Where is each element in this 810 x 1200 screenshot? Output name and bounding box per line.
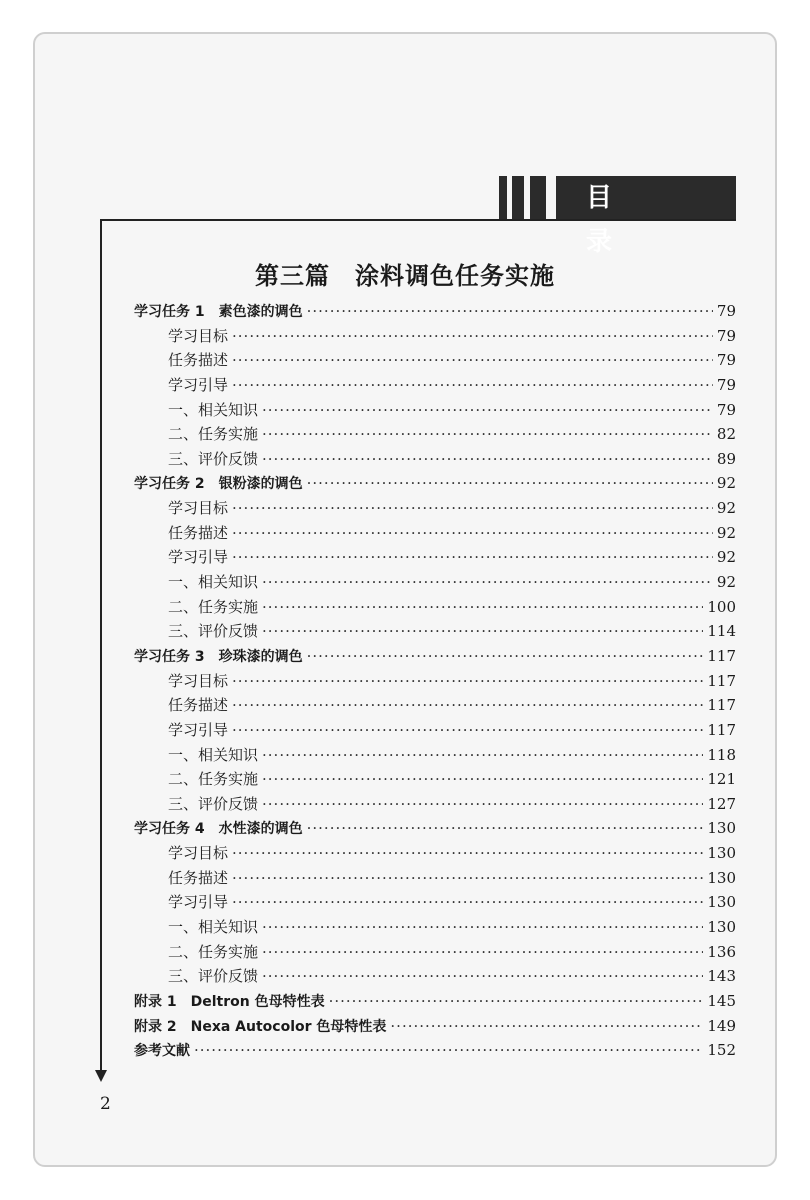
toc-entry[interactable] <box>134 398 736 423</box>
toc-entry[interactable] <box>134 1014 736 1039</box>
toc-leader-dots <box>262 767 703 792</box>
frame-top-line <box>100 219 736 221</box>
toc-entry-label: 学习任务 4 水性漆的调色 <box>134 821 303 838</box>
toc-entry-page: 127 <box>707 794 736 813</box>
toc-leader-dots <box>390 1014 703 1039</box>
toc-entry[interactable] <box>134 964 736 989</box>
toc-entry[interactable] <box>134 447 736 472</box>
toc-entry-label: 一、相关知识 <box>168 400 259 419</box>
toc-leader-dots <box>262 398 713 423</box>
toc-entry-label: 学习目标 <box>168 844 229 863</box>
toc-entry-page: 130 <box>707 893 736 912</box>
toc-entry-page: 79 <box>716 400 736 419</box>
toc-entry-page: 82 <box>716 425 736 444</box>
toc-entry-label: 二、任务实施 <box>168 425 259 444</box>
toc-entry[interactable] <box>134 348 736 373</box>
toc-entry-label: 参考文献 <box>134 1043 190 1060</box>
toc-entry-label: 二、任务实施 <box>168 770 259 789</box>
toc-entry-page: 117 <box>707 696 736 715</box>
toc-entry-label: 学习引导 <box>168 720 229 739</box>
toc-entry[interactable] <box>134 792 736 817</box>
toc-entry[interactable] <box>134 816 736 841</box>
toc-leader-dots <box>232 669 703 694</box>
toc-leader-dots <box>262 570 713 595</box>
toc-entry-label: 附录 1 Deltron 色母特性表 <box>134 993 325 1010</box>
toc-entry-page: 92 <box>716 548 736 567</box>
toc-entry[interactable] <box>134 570 736 595</box>
toc-entry[interactable] <box>134 767 736 792</box>
toc-entry-page: 92 <box>716 474 736 493</box>
toc-entry-page: 92 <box>716 499 736 518</box>
toc-entry[interactable] <box>134 595 736 620</box>
toc-leader-dots <box>262 792 703 817</box>
toc-entry-page: 92 <box>716 573 736 592</box>
toc-leader-dots <box>262 422 713 447</box>
toc-list <box>134 299 736 1063</box>
toc-entry-page: 152 <box>707 1041 736 1060</box>
toc-entry-page: 117 <box>707 646 736 665</box>
toc-leader-dots <box>194 1038 703 1063</box>
toc-entry-label: 三、评价反馈 <box>168 622 259 641</box>
toc-entry-label: 一、相关知识 <box>168 573 259 592</box>
toc-entry-label: 任务描述 <box>168 696 229 715</box>
toc-leader-dots <box>232 324 713 349</box>
toc-entry-label: 三、评价反馈 <box>168 449 259 468</box>
toc-entry[interactable] <box>134 989 736 1014</box>
toc-entry-page: 143 <box>707 967 736 986</box>
toc-leader-dots <box>232 693 703 718</box>
toc-leader-dots <box>262 743 703 768</box>
toc-heading: 目 录 <box>556 176 736 220</box>
toc-entry[interactable] <box>134 743 736 768</box>
toc-leader-dots <box>307 816 704 841</box>
toc-leader-dots <box>262 447 713 472</box>
toc-entry-page: 114 <box>707 622 736 641</box>
toc-entry-label: 学习目标 <box>168 499 229 518</box>
toc-entry-label: 学习任务 2 银粉漆的调色 <box>134 476 303 493</box>
toc-entry[interactable] <box>134 496 736 521</box>
toc-leader-dots <box>307 299 713 324</box>
toc-leader-dots <box>262 964 703 989</box>
toc-entry-page: 136 <box>707 942 736 961</box>
toc-entry-label: 学习任务 3 珍珠漆的调色 <box>134 648 303 665</box>
toc-entry[interactable] <box>134 1038 736 1063</box>
toc-leader-dots <box>307 471 713 496</box>
toc-entry-page: 89 <box>716 449 736 468</box>
toc-entry-label: 二、任务实施 <box>168 942 259 961</box>
toc-entry-label: 学习目标 <box>168 326 229 345</box>
toc-entry-label: 任务描述 <box>168 523 229 542</box>
toc-entry[interactable] <box>134 669 736 694</box>
toc-entry-label: 学习任务 1 素色漆的调色 <box>134 304 303 320</box>
toc-entry-page: 130 <box>707 868 736 887</box>
toc-entry-page: 92 <box>716 523 736 542</box>
frame-left-line <box>100 221 102 1072</box>
toc-leader-dots <box>329 989 704 1014</box>
toc-leader-dots <box>232 373 713 398</box>
toc-entry-label: 学习引导 <box>168 375 229 394</box>
toc-entry[interactable] <box>134 299 736 324</box>
toc-entry-page: 117 <box>707 720 736 739</box>
toc-entry[interactable] <box>134 915 736 940</box>
toc-leader-dots <box>262 915 703 940</box>
toc-entry[interactable] <box>134 841 736 866</box>
section-title: 第三篇 涂料调色任务实施 <box>255 261 555 290</box>
toc-entry[interactable] <box>134 521 736 546</box>
toc-entry-page: 79 <box>716 326 736 345</box>
toc-entry[interactable] <box>134 619 736 644</box>
toc-entry-page: 130 <box>707 844 736 863</box>
toc-entry[interactable] <box>134 940 736 965</box>
toc-leader-dots <box>232 718 703 743</box>
toc-entry-page: 121 <box>707 770 736 789</box>
page-number: 2 <box>100 1094 111 1114</box>
toc-entry[interactable] <box>134 644 736 669</box>
toc-leader-dots <box>262 595 703 620</box>
toc-leader-dots <box>262 619 703 644</box>
toc-entry-label: 学习目标 <box>168 671 229 690</box>
toc-entry-label: 三、评价反馈 <box>168 794 259 813</box>
toc-entry-label: 任务描述 <box>168 868 229 887</box>
toc-entry-page: 149 <box>707 1016 736 1035</box>
toc-leader-dots <box>232 890 703 915</box>
toc-entry-label: 一、相关知识 <box>168 745 259 764</box>
toc-entry-label: 一、相关知识 <box>168 918 259 937</box>
toc-entry-page: 79 <box>716 302 736 320</box>
toc-entry[interactable] <box>134 422 736 447</box>
toc-entry-page: 79 <box>716 375 736 394</box>
toc-entry-page: 130 <box>707 819 736 838</box>
toc-leader-dots <box>262 940 703 965</box>
toc-leader-dots <box>232 521 713 546</box>
toc-leader-dots <box>232 545 713 570</box>
toc-entry[interactable] <box>134 693 736 718</box>
toc-entry-page: 130 <box>707 918 736 937</box>
toc-entry-page: 118 <box>707 745 736 764</box>
toc-leader-dots <box>232 496 713 521</box>
toc-entry-page: 100 <box>707 597 736 616</box>
toc-entry-page: 145 <box>707 991 736 1010</box>
toc-entry-label: 学习引导 <box>168 893 229 912</box>
toc-entry-page: 117 <box>707 671 736 690</box>
toc-leader-dots <box>307 644 704 669</box>
toc-entry-page: 79 <box>716 351 736 370</box>
toc-entry-label: 附录 2 Nexa Autocolor 色母特性表 <box>134 1018 387 1035</box>
toc-leader-dots <box>232 348 713 373</box>
toc-entry[interactable] <box>134 866 736 891</box>
toc-entry-label: 任务描述 <box>168 351 229 370</box>
toc-entry[interactable] <box>134 471 736 496</box>
toc-leader-dots <box>232 841 703 866</box>
toc-entry[interactable] <box>134 373 736 398</box>
toc-entry[interactable] <box>134 718 736 743</box>
toc-entry-label: 三、评价反馈 <box>168 967 259 986</box>
toc-entry[interactable] <box>134 545 736 570</box>
arrow-down-icon <box>95 1070 107 1082</box>
toc-entry[interactable] <box>134 324 736 349</box>
toc-entry-label: 学习引导 <box>168 548 229 567</box>
toc-entry[interactable] <box>134 890 736 915</box>
toc-entry-label: 二、任务实施 <box>168 597 259 616</box>
toc-leader-dots <box>232 866 703 891</box>
